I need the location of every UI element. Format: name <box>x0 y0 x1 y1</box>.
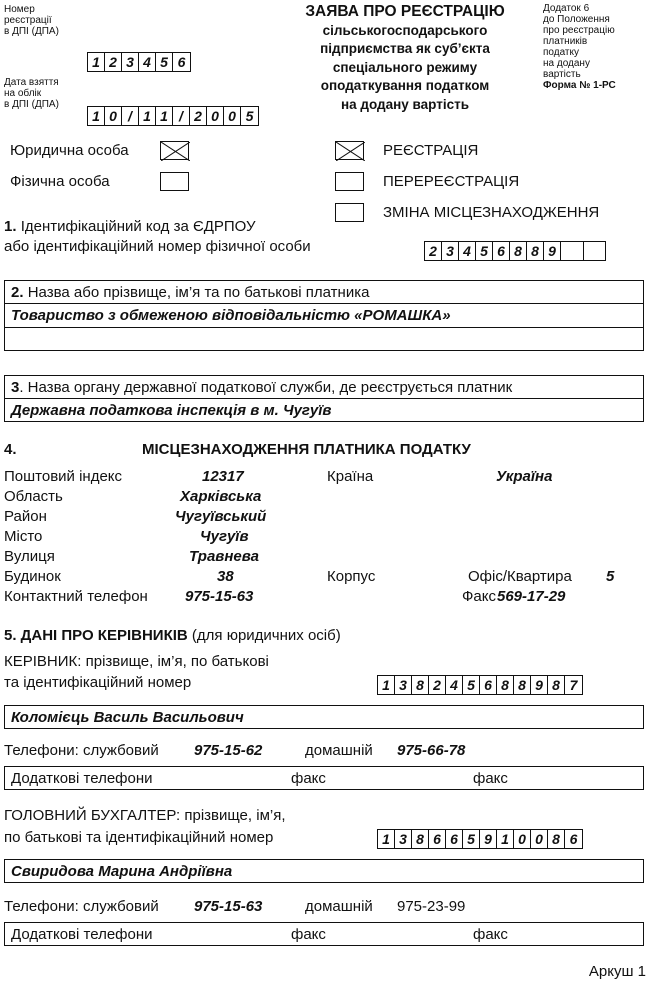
digit-cell: 4 <box>139 53 156 71</box>
fax-label-2: факс <box>473 770 508 787</box>
legal-person-label: Юридична особа <box>10 142 129 159</box>
digit-cell: 6 <box>177 54 186 70</box>
reg-number-cells[interactable] <box>87 52 191 72</box>
location-change-checkbox[interactable] <box>335 203 364 222</box>
section2-value-row[interactable] <box>5 303 643 327</box>
physical-person-label: Фізична особа <box>10 173 110 190</box>
section2-empty-row[interactable] <box>5 327 643 351</box>
form-number: Форма № 1-РС <box>543 80 616 91</box>
fax-label: Факс <box>462 588 496 605</box>
head-name-box[interactable] <box>4 705 644 729</box>
district-value: Чугуївський <box>175 508 267 525</box>
date-cell: 1 <box>139 107 156 125</box>
edrpou-cells[interactable] <box>424 241 606 261</box>
street-value: Травнева <box>189 548 259 565</box>
fax-value: 569-17-29 <box>497 588 566 605</box>
city-label: Місто <box>4 528 43 545</box>
head-phones: Телефони: службовий <box>4 742 159 759</box>
id-cell: 3 <box>395 830 412 848</box>
fax-label-1: факс <box>291 926 326 943</box>
head-home-phone: 975-66-78 <box>397 742 466 759</box>
physical-person-checkbox[interactable] <box>160 172 189 191</box>
id-cell: 4 <box>446 676 463 694</box>
id-cell: 6 <box>480 676 497 694</box>
date-cell: 1 <box>88 107 105 125</box>
street-label: Вулиця <box>4 548 55 565</box>
id-cell: 1 <box>497 830 514 848</box>
id-cell: 0 <box>514 830 531 848</box>
digit-cell: 3 <box>122 53 139 71</box>
id-cell: 9 <box>531 676 548 694</box>
head-work-phone: 975-15-62 <box>194 742 263 759</box>
annex-note: Додаток 6 до Положення про реєстрацію платників податку на додану вартість Форма № 1-РС <box>543 3 616 91</box>
acc-phones-label: Телефони: службовий <box>4 898 159 915</box>
code-cell: 5 <box>476 242 493 260</box>
legal-person-checkbox[interactable] <box>160 141 189 160</box>
district-label: Район <box>4 508 47 525</box>
house-label: Будинок <box>4 568 61 585</box>
id-cell: 8 <box>548 676 565 694</box>
location-change-label: ЗМІНА МІСЦЕЗНАХОДЖЕННЯ <box>383 204 600 221</box>
id-cell: 8 <box>548 830 565 848</box>
acc-line1: ГОЛОВНИЙ БУХГАЛТЕР: прізвище, ім’я, <box>4 807 286 824</box>
code-cell <box>561 242 584 260</box>
id-cell: 1 <box>378 676 395 694</box>
id-cell: 9 <box>480 830 497 848</box>
head-line2: та ідентифікаційний номер <box>4 674 192 691</box>
section1-line2: або ідентифікаційний номер фізичної особи <box>4 238 311 255</box>
section2-label: 2. Назва або прізвище, ім’я та по батькові платника <box>11 284 370 301</box>
digit-cell: 2 <box>105 53 122 71</box>
code-cell: 4 <box>459 242 476 260</box>
acc-line2: по батькові та ідентифікаційний номер <box>4 829 274 846</box>
date-cell: 1 <box>156 107 173 125</box>
section3-box <box>4 375 644 422</box>
id-cell: 8 <box>412 830 429 848</box>
date-cell: / <box>122 107 139 125</box>
head-name: Коломієць Василь Васильович <box>11 709 244 726</box>
cross-icon <box>336 142 365 161</box>
code-cell: 9 <box>544 242 561 260</box>
id-cell: 1 <box>378 830 395 848</box>
acc-home-phone: 975-23-99 <box>397 898 466 915</box>
section4-num: 4. <box>4 441 17 458</box>
head-id-cells[interactable] <box>377 675 583 695</box>
date-cell: 0 <box>105 107 122 125</box>
date-cell: 0 <box>207 107 224 125</box>
building-label: Корпус <box>327 568 376 585</box>
code-cell: 6 <box>493 242 510 260</box>
date-label: Дата взяття на облік в ДПІ (ДПА) <box>4 77 59 110</box>
acc-name-box[interactable] <box>4 859 644 883</box>
postal-value: 12317 <box>202 468 244 485</box>
acc-id-cells[interactable] <box>377 829 583 849</box>
code-cell <box>584 242 605 260</box>
extra-phones-label: Додаткові телефони <box>11 926 153 943</box>
head-line1: КЕРІВНИК: прізвище, ім’я, по батькові <box>4 653 269 670</box>
section4-title: МІСЦЕЗНАХОДЖЕННЯ ПЛАТНИКА ПОДАТКУ <box>142 441 471 458</box>
cross-icon <box>161 142 190 161</box>
region-value: Харківська <box>180 488 262 505</box>
house-value: 38 <box>217 568 234 585</box>
form-title: ЗАЯВА ПРО РЕЄСТРАЦІЮ сільськогосподарського підприємства як суб’єкта спеціального режиму оподаткування податком на додану вартість <box>305 3 505 112</box>
id-cell: 0 <box>531 830 548 848</box>
code-cell: 8 <box>510 242 527 260</box>
date-cell: 5 <box>245 108 254 124</box>
registration-label: РЕЄСТРАЦІЯ <box>383 142 479 159</box>
phone-label: Контактний телефон <box>4 588 148 605</box>
id-cell: 3 <box>395 676 412 694</box>
id-cell: 5 <box>463 830 480 848</box>
country-value: Україна <box>496 468 553 485</box>
code-cell: 3 <box>442 242 459 260</box>
id-cell: 8 <box>514 676 531 694</box>
id-cell: 6 <box>446 830 463 848</box>
section3-label: 3. Назва органу державної податкової служби, де реєструється платник <box>11 379 513 396</box>
extra-phones-label: Додаткові телефони <box>11 770 153 787</box>
date-cell: / <box>173 107 190 125</box>
acc-work-phone: 975-15-63 <box>194 898 263 915</box>
postal-label: Поштовий індекс <box>4 468 123 485</box>
code-cell: 2 <box>425 242 442 260</box>
id-cell: 6 <box>429 830 446 848</box>
head-home-label: домашній <box>305 742 373 759</box>
id-cell: 2 <box>429 676 446 694</box>
taxpayer-name: Товариство з обмеженою відповідальністю «РОМАШКА» <box>11 307 451 324</box>
section3-value-row[interactable] <box>5 398 643 422</box>
reregistration-label: ПЕРЕРЕЄСТРАЦІЯ <box>383 173 520 190</box>
reg-number-label: Номер реєстрації в ДПІ (ДПА) <box>4 4 59 37</box>
phone-value: 975-15-63 <box>185 588 254 605</box>
sheet-number: Аркуш 1 <box>588 963 646 980</box>
tax-office-name: Державна податкова інспекція в м. Чугуїв <box>11 402 332 419</box>
section5-title: 5. ДАНІ ПРО КЕРІВНИКІВ (для юридичних осіб) <box>4 627 341 644</box>
acc-name: Свиридова Марина Андріївна <box>11 863 233 880</box>
id-cell: 8 <box>412 676 429 694</box>
section1-line1: 1. Ідентифікаційний код за ЄДРПОУ <box>4 218 256 235</box>
section2-box <box>4 280 644 351</box>
date-cells[interactable] <box>87 106 259 126</box>
acc-home-label: домашній <box>305 898 373 915</box>
acc-extra-phones-box[interactable] <box>4 922 644 946</box>
digit-cell: 5 <box>156 53 173 71</box>
reregistration-checkbox[interactable] <box>335 172 364 191</box>
city-value: Чугуїв <box>200 528 249 545</box>
digit-cell: 1 <box>88 53 105 71</box>
date-cell: 2 <box>190 107 207 125</box>
id-cell: 6 <box>569 831 578 847</box>
id-cell: 7 <box>569 677 578 693</box>
registration-checkbox[interactable] <box>335 141 364 160</box>
region-label: Область <box>4 488 63 505</box>
id-cell: 5 <box>463 676 480 694</box>
office-label: Офіс/Квартира <box>468 568 572 585</box>
fax-label-2: факс <box>473 926 508 943</box>
office-value: 5 <box>606 568 615 585</box>
id-cell: 8 <box>497 676 514 694</box>
fax-label-1: факс <box>291 770 326 787</box>
head-extra-phones-box[interactable] <box>4 766 644 790</box>
country-label: Країна <box>327 468 374 485</box>
date-cell: 0 <box>224 107 241 125</box>
code-cell: 8 <box>527 242 544 260</box>
